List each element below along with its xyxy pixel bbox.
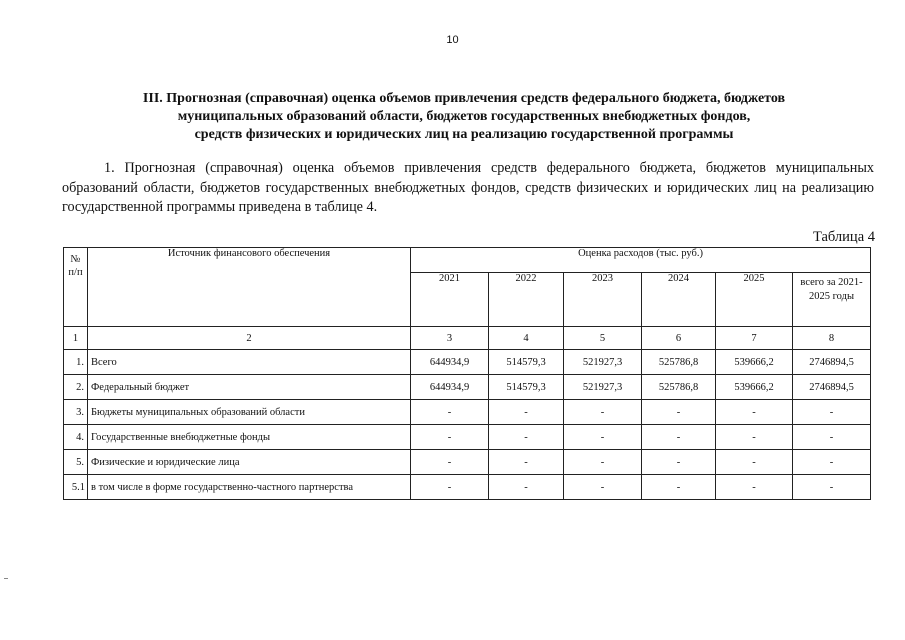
table-header-row	[64, 248, 871, 273]
table-caption: Таблица 4	[812, 229, 875, 245]
row-number: 5.	[64, 450, 88, 475]
row-total: -	[793, 450, 871, 475]
table-row	[64, 350, 871, 375]
row-value: 539666,2	[716, 375, 793, 400]
row-source: Всего	[88, 350, 411, 375]
row-value: -	[489, 425, 564, 450]
index-cell: 8	[793, 327, 871, 350]
row-value: -	[411, 400, 489, 425]
table-row	[64, 400, 871, 425]
row-value: 525786,8	[642, 375, 716, 400]
index-cell: 5	[564, 327, 642, 350]
header-year: 2024	[642, 273, 716, 327]
row-number: 3.	[64, 400, 88, 425]
header-year: 2023	[564, 273, 642, 327]
row-source: Физические и юридические лица	[88, 450, 411, 475]
row-value: -	[716, 425, 793, 450]
row-value: 644934,9	[411, 350, 489, 375]
row-total: -	[793, 475, 871, 500]
table-row	[64, 375, 871, 400]
index-cell: 1	[64, 327, 88, 350]
section-title	[60, 90, 868, 144]
intro-paragraph: 1. Прогнозная (справочная) оценка объемов привлечения средств федерального бюджета, бюджетов муниципальных образований области, бюджетов государственных внебюджетных фондов, средств физических и юридических лиц на реализацию государственной программы приведена в таблице 4.	[62, 160, 874, 215]
row-value: 644934,9	[411, 375, 489, 400]
row-value: -	[411, 450, 489, 475]
row-value: 539666,2	[716, 350, 793, 375]
row-value: -	[716, 475, 793, 500]
header-total: всего за 2021-2025 годы	[793, 273, 871, 327]
header-year: 2022	[489, 273, 564, 327]
row-value: -	[564, 425, 642, 450]
budget-table	[63, 247, 871, 500]
row-number: 2.	[64, 375, 88, 400]
row-value: 521927,3	[564, 350, 642, 375]
index-cell: 7	[716, 327, 793, 350]
table-row	[64, 475, 871, 500]
row-value: -	[564, 450, 642, 475]
row-source: Государственные внебюджетные фонды	[88, 425, 411, 450]
index-cell: 3	[411, 327, 489, 350]
row-number: 1.	[64, 350, 88, 375]
row-value: -	[411, 425, 489, 450]
row-value: -	[642, 425, 716, 450]
header-source: Источник финансового обеспечения	[88, 248, 411, 327]
index-cell: 2	[88, 327, 411, 350]
row-value: -	[716, 400, 793, 425]
row-value: -	[411, 475, 489, 500]
row-value: -	[489, 400, 564, 425]
section-title-line: муниципальных образований области, бюджетов государственных внебюджетных фондов,	[177, 109, 751, 124]
header-year: 2025	[716, 273, 793, 327]
row-source: Федеральный бюджет	[88, 375, 411, 400]
row-value: -	[489, 475, 564, 500]
row-value: 514579,3	[489, 375, 564, 400]
row-number: 4.	[64, 425, 88, 450]
row-value: -	[642, 400, 716, 425]
scan-mark	[4, 578, 8, 579]
table-row	[64, 450, 871, 475]
row-value: 521927,3	[564, 375, 642, 400]
row-source: в том числе в форме государственно-частного партнерства	[88, 475, 411, 500]
row-value: 525786,8	[642, 350, 716, 375]
row-source: Бюджеты муниципальных образований области	[88, 400, 411, 425]
index-cell: 4	[489, 327, 564, 350]
row-total: 2746894,5	[793, 375, 871, 400]
header-estimate: Оценка расходов (тыс. руб.)	[411, 248, 871, 273]
row-value: -	[716, 450, 793, 475]
header-no: № п/п	[64, 248, 88, 327]
row-number: 5.1	[64, 475, 88, 500]
header-year: 2021	[411, 273, 489, 327]
section-title-line: III. Прогнозная (справочная) оценка объемов привлечения средств федерального бюджета, бюджетов	[142, 91, 786, 106]
table-index-row	[64, 327, 871, 350]
row-value: -	[642, 475, 716, 500]
row-total: 2746894,5	[793, 350, 871, 375]
row-total: -	[793, 400, 871, 425]
index-cell: 6	[642, 327, 716, 350]
row-total: -	[793, 425, 871, 450]
row-value: -	[642, 450, 716, 475]
table-row	[64, 425, 871, 450]
row-value: -	[564, 400, 642, 425]
section-title-line: средств физических и юридических лиц на реализацию государственной программы	[194, 127, 734, 142]
page-number: 10	[446, 34, 459, 46]
row-value: -	[564, 475, 642, 500]
row-value: -	[489, 450, 564, 475]
row-value: 514579,3	[489, 350, 564, 375]
